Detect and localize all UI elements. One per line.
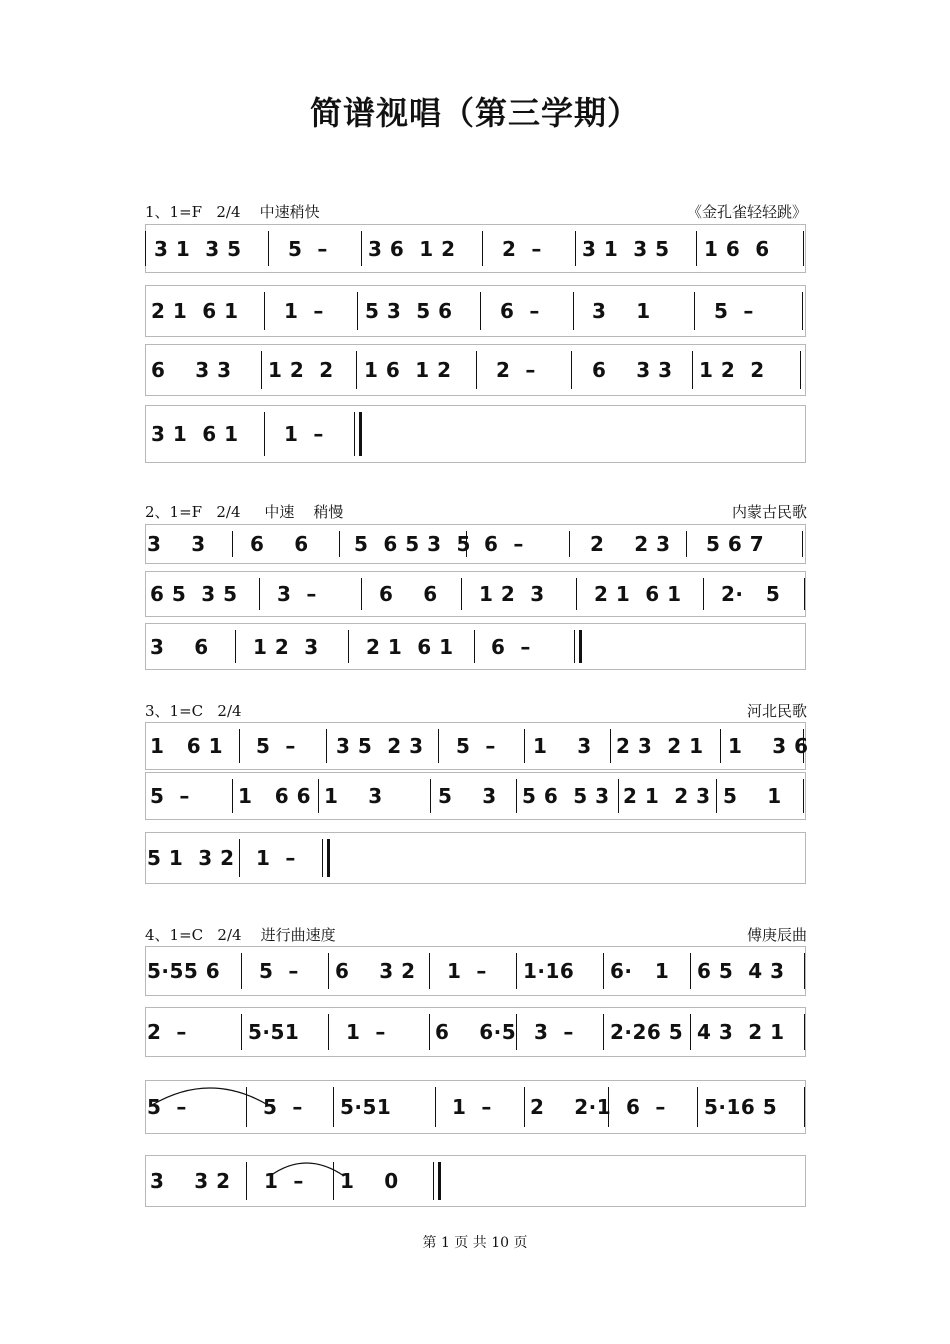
song-1-source: 《金孔雀轻轻跳》: [686, 203, 807, 221]
song-1-key-tempo: 1、1=F 2/4 中速稍快: [145, 203, 320, 221]
page-title: 简谱视唱（第三学期）: [309, 94, 640, 132]
measure: 1 2 2: [699, 358, 765, 382]
measure: 3 1 3 5: [582, 236, 670, 261]
song-2-line-3: [145, 623, 806, 670]
measure: 3 6 1 2: [368, 236, 456, 261]
measure: 6 –: [491, 634, 531, 659]
measure: 2 3 2 1: [616, 734, 704, 758]
song-3-line-3: [145, 832, 806, 884]
song-4-line-2: [145, 1007, 806, 1057]
measure: 1 2 3: [479, 582, 545, 606]
song-3-header: [145, 701, 807, 721]
measure: 6 –: [626, 1095, 666, 1119]
measure: 1 3: [324, 784, 383, 808]
song-4-line-4: [145, 1155, 806, 1207]
measure: 3 6: [150, 634, 209, 659]
measure: 2·26 5: [610, 1020, 684, 1044]
measure: 5 –: [150, 784, 190, 808]
song-4-source: 傅庚辰曲: [746, 926, 807, 944]
measure: 5 6 5 3 5: [354, 532, 471, 556]
measure: 5 –: [259, 959, 299, 983]
measure: 1 6 6: [238, 784, 312, 808]
measure: 1 –: [264, 1169, 304, 1193]
measure: 1·16: [523, 959, 575, 983]
song-2-line-1: [145, 524, 806, 564]
measure: 3 3 2: [150, 1169, 231, 1193]
measure: 6 –: [500, 299, 540, 323]
measure: 2 1 2 3: [623, 784, 711, 808]
song-3-line-1: [145, 722, 809, 770]
measure: 4 3 2 1: [697, 1020, 785, 1044]
measure: 2 2 3: [590, 532, 671, 556]
measure: 6 3 3: [151, 358, 232, 382]
measure: 1 2 3: [253, 634, 319, 659]
song-2-key-tempo: 2、1=F 2/4 中速 稍慢: [145, 503, 344, 521]
measure: 2 –: [147, 1020, 187, 1044]
measure: 1 –: [346, 1020, 386, 1044]
song-1-line-1: [145, 224, 806, 273]
song-4-line-1: [145, 946, 806, 996]
song-4-header: [145, 925, 807, 945]
measure: 2 1 6 1: [151, 299, 239, 323]
measure: 1 –: [452, 1095, 492, 1119]
measure: 1 0: [340, 1169, 399, 1193]
measure: 5 –: [263, 1095, 303, 1119]
song-1-line-4: [145, 405, 806, 463]
measure: 5·51: [340, 1095, 392, 1119]
measure: 2 –: [502, 236, 542, 261]
measure: 3 1: [592, 299, 651, 323]
measure: 2 –: [496, 358, 536, 382]
measure: 6· 1: [610, 959, 670, 983]
song-3-source: 河北民歌: [746, 702, 807, 720]
measure: 5 1 3 2: [147, 846, 235, 870]
measure: 2 2·1: [530, 1095, 612, 1119]
measure: 3 –: [534, 1020, 574, 1044]
measure: 5·51: [248, 1020, 300, 1044]
measure: 3 1 6 1: [151, 422, 239, 446]
measure: 6 6: [250, 532, 309, 556]
song-3-key-tempo: 3、1=C 2/4: [145, 702, 242, 720]
page-footer: 第 1 页 共 10 页: [422, 1235, 528, 1251]
measure: 6 6·5: [435, 1020, 517, 1044]
measure: 2 1 6 1: [366, 634, 454, 659]
song-3-line-2: [145, 772, 806, 820]
song-2-source: 内蒙古民歌: [731, 503, 807, 521]
measure: 1 –: [256, 846, 296, 870]
measure: 1 6 1: [150, 734, 224, 758]
measure: 3 1 3 5: [154, 236, 242, 261]
measure: 5 –: [456, 734, 496, 758]
measure: 5 –: [288, 236, 328, 261]
measure: 6 3 2: [335, 959, 416, 983]
measure: 5 6 7: [706, 532, 765, 556]
song-4-line-3: [145, 1080, 806, 1134]
measure: 6 3 3: [592, 358, 673, 382]
song-2-header: [145, 502, 807, 522]
measure: 3 3: [147, 532, 206, 556]
measure: 1 –: [284, 422, 324, 446]
measure: 5 3 5 6: [365, 299, 453, 323]
measure: 5 –: [147, 1095, 187, 1119]
measure: 5 6 5 3: [522, 784, 610, 808]
measure: 6 –: [484, 532, 524, 556]
measure: 1 3: [533, 734, 592, 758]
measure: 5·16 5: [704, 1095, 778, 1119]
measure: 2· 5: [721, 582, 781, 606]
measure: 3 –: [277, 582, 317, 606]
measure: 1 –: [447, 959, 487, 983]
measure: 5 –: [714, 299, 754, 323]
measure: 5 3: [438, 784, 497, 808]
measure: 6 5 3 5: [150, 582, 238, 606]
song-4-key-tempo: 4、1=C 2/4 进行曲速度: [145, 926, 336, 944]
measure: 6 5 4 3: [697, 959, 785, 983]
measure: 6 6: [379, 582, 438, 606]
measure: 3 5 2 3: [336, 734, 424, 758]
measure: 5 –: [256, 734, 296, 758]
song-2-line-2: [145, 571, 806, 617]
measure: 1 2 2: [268, 358, 334, 382]
song-1-header: [145, 202, 807, 222]
measure: 5·55 6: [147, 959, 221, 983]
measure: 2 1 6 1: [594, 582, 682, 606]
measure: 1 –: [284, 299, 324, 323]
measure: 1 6 6: [704, 236, 770, 261]
measure: 5 1: [723, 784, 782, 808]
song-1-line-2: [145, 285, 806, 337]
measure: 1 6 1 2: [364, 358, 452, 382]
song-1-line-3: [145, 344, 806, 396]
measure: 1 3 6: [728, 734, 809, 758]
